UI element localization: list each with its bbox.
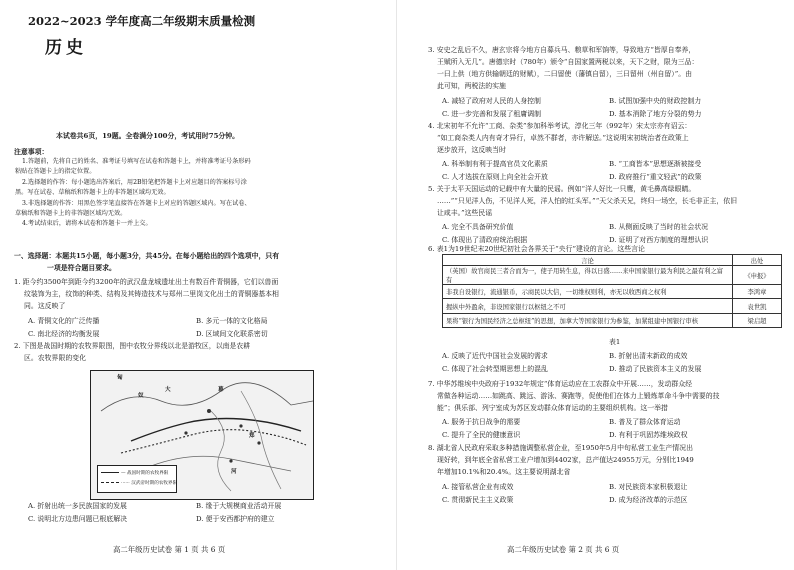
table-header-row [443, 255, 782, 266]
table-caption: 表1 [609, 338, 621, 346]
question-3-text: 一曰上供（地方供输朝廷的财赋），二曰留使（藩镇自留），三曰留州（州自留）”。由 [437, 70, 693, 78]
table-row [443, 299, 782, 313]
question-1-text: 同。这反映了 [24, 302, 66, 310]
page-2 [397, 0, 794, 570]
note-line: 黑。写在试卷、草稿纸和答题卡上的非答题区域均无效。 [15, 189, 170, 196]
question-3-option-d: D. 基本消除了地方分裂的势力 [609, 110, 702, 118]
question-6-option-a: A. 反映了近代中国社会发展的需求 [442, 352, 548, 360]
table-row [443, 313, 782, 327]
page-footer: 高二年级历史试卷 第 2 页 共 6 页 [507, 545, 620, 554]
question-5-option-a: A. 完全不具备研究价值 [442, 223, 514, 231]
question-7-option-a: A. 服务于抗日战争的需要 [442, 418, 521, 426]
question-4-option-b: B. “工商皆本”思想逐渐被接受 [609, 160, 702, 168]
table-cell-source: 《申报》 [733, 266, 782, 285]
question-1-option-b: B. 多元一体的文化格局 [196, 317, 268, 325]
question-5-text: 5. 关于太平天国运动的记载中有大量的民谣。例如“洋人好比一只鹰，黄毛鼻高绿眼睛。 [428, 185, 696, 193]
question-5-option-b: B. 从侧面反映了当时的社会状况 [609, 223, 709, 231]
question-6-option-c: C. 体现了社会转型期思想上的混乱 [442, 365, 548, 373]
map-label: 大 [165, 387, 171, 393]
legend-item-warring-states [101, 470, 168, 476]
question-2-text: 区。农牧界限的变化 [24, 354, 87, 362]
question-8-option-d: D. 成为经济改革的示范区 [609, 496, 688, 504]
question-8-option-a: A. 接管私营企业有成效 [442, 483, 514, 491]
question-7-text: 7. 中华苏维埃中央政府于1932年规定“体育运动应在工农群众中开展……，发动群众经 [428, 380, 693, 388]
question-4-text: 逐步放开，这反映当时 [437, 146, 506, 154]
question-1-text: 纹装饰为主，纹饰的种类、结构及其铸造技术与郑州二里岗文化出土的青铜器基本相 [24, 290, 279, 298]
question-8-text: 年增加10.1%和20.4%。这主要说明湖北省 [437, 468, 571, 476]
map-label: 匈 [117, 375, 123, 381]
section-heading: 一、选择题：本题共15小题，每小题3分，共45分。在每小题给出的四个选项中，只有 [14, 252, 280, 260]
note-line: 2.选择题的作答：每小题选出答案后，用2B铅笔把答题卡上对应题目的答案标号涂 [22, 179, 247, 186]
note-line: 3.非选择题的作答：用黑色签字笔直接答在答题卡上对应的答题区域内。写在试卷、 [22, 200, 251, 207]
question-4-text: 4. 北宋初年不允许“工商、杂类”参加科举考试，淳化三年（992年）宋太宗亦有诏云： [428, 122, 692, 130]
question-8-text: 现好转，到年底全省私营工业户增加到4402家，总产值达24955万元，分别比1949 [437, 456, 694, 464]
speech-table [442, 254, 782, 328]
question-7-option-b: B. 普及了群众体育运动 [609, 418, 681, 426]
table-cell-speech: 握纵中外盈余，非设国家银行以枢纽之不可 [443, 299, 733, 313]
question-8-option-b: B. 对民族资本家积极退让 [609, 483, 688, 491]
question-3-option-c: C. 进一步完善和发展了租庸调制 [442, 110, 541, 118]
table-row [443, 285, 782, 299]
section-heading-cont: 一项是符合题目要求。 [47, 264, 116, 272]
solid-line-icon [101, 472, 119, 473]
question-7-option-c: C. 提升了全民的健康意识 [442, 431, 521, 439]
question-7-text: 能”；俱乐部、列宁室成为苏区发动群众体育运动的主要组织机构。这一举措 [437, 404, 668, 412]
table-row [443, 266, 782, 285]
legend-label: — 战国时期的农牧界限 [121, 471, 169, 476]
page-footer: 高二年级历史试卷 第 1 页 共 6 页 [113, 545, 226, 554]
question-6-option-b: B. 折射出清末新政的成效 [609, 352, 688, 360]
question-3-text: 3. 安史之乱后不久，唐玄宗将今地方自募兵马、粮草和军饷等，导致地方“皆厚自奉养， [428, 46, 696, 54]
table-header-cell: 出处 [733, 255, 782, 266]
note-line: 粘贴在答题卡上的指定位置。 [15, 168, 96, 175]
map-label: 幕 [218, 387, 224, 393]
subject-title: 历史 [45, 38, 87, 58]
table-cell-source: 袁世凯 [733, 299, 782, 313]
question-4-option-c: C. 人才选拔在原则上向全社会开放 [442, 173, 548, 181]
question-5-option-c: C. 体现出了清政府统治根据 [442, 236, 528, 244]
question-6-text: 6. 表1为19世纪末20世纪初社会各界关于“央行”建设的言论。这些言论 [428, 245, 645, 253]
dashed-line-icon [101, 482, 119, 483]
table-header-cell: 言论 [443, 255, 733, 266]
question-1-option-d: D. 区域间文化联系密切 [196, 330, 268, 338]
note-line: 4.考试结束后，请将本试卷和答题卡一并上交。 [22, 220, 152, 227]
question-3-option-b: B. 试图加强中央的财政控制力 [609, 97, 702, 105]
legend-label: ······ 汉武帝时期的农牧界限 [121, 481, 178, 486]
map-label: 奴 [138, 393, 144, 399]
question-8-option-c: C. 贯彻新民主主义政策 [442, 496, 514, 504]
question-7-text: 常做各种运动……如跳高、跳远、游泳、赛跑等，促使他们在体力上锻炼革命斗争中需要的技 [437, 392, 720, 400]
legend-item-han-wudi [101, 480, 177, 486]
note-line: 1.答题前，先将自己的姓名、准考证号填写在试卷和答题卡上，并将准考证号条形码 [22, 158, 251, 165]
question-2-text: 2. 下图是战国时期的农牧界限图，图中农牧分界线以北是游牧区，以南是农耕 [14, 342, 251, 350]
question-8-text: 8. 湖北省人民政府采取多种措施调整私营企业，至1950年5月中旬私营工业生产情况出 [428, 444, 693, 452]
exam-info: 本试卷共6页，19题。全卷满分100分，考试用时75分钟。 [56, 132, 240, 140]
exam-title: 2022~2023 学年度高二年级期末质量检测 [28, 14, 256, 28]
table-cell-speech: 果将“银行为国民经济之总枢纽”的思想，加拿大等国家银行为参鉴，加紧组建中国银行审核 [443, 313, 733, 327]
table-cell-source: 梁启超 [733, 313, 782, 327]
question-7-option-d: D. 有利于巩固苏维埃政权 [609, 431, 688, 439]
map-label: 郑 [249, 433, 255, 439]
question-3-option-a: A. 减轻了政府对人民的人身控制 [442, 97, 541, 105]
question-5-option-d: D. 证明了对西方制度的理想认识 [609, 236, 709, 244]
map-legend [97, 465, 177, 493]
question-5-text: 让咸丰。”这些民谣 [437, 209, 493, 217]
question-2-option-b: B. 缘于大规模商业活动开展 [196, 502, 282, 510]
question-4-option-a: A. 科举制有利于提高官员文化素质 [442, 160, 548, 168]
question-6-option-d: D. 推动了民族资本主义的发展 [609, 365, 702, 373]
question-1-option-c: C. 南北经济的均衡发展 [28, 330, 100, 338]
question-2-option-c: C. 说明北方边患问题已根底解决 [28, 515, 127, 523]
question-5-text: ……”“只见洋人伤，不见洋人死，洋人怕的红头军。”“天父杀天兄，终归一场空，长毛非正主，依旧 [437, 197, 738, 205]
notes-heading: 注意事项： [14, 148, 49, 156]
table-cell-speech: 非我自设银行，流通银币，示商民以大信，一切维权则利，亦无以收西商之权利 [443, 285, 733, 299]
farming-grazing-boundary-map [90, 370, 314, 500]
map-label: 河 [231, 469, 237, 475]
question-2-option-d: D. 便于安西都护府的建立 [196, 515, 275, 523]
question-3-text: 王赋所入无几”。唐德宗时（780年）颁令“自国家置两税以来，天下之财，限为三品： [437, 58, 699, 66]
question-2-option-a: A. 折射出统一多民族国家的发展 [28, 502, 127, 510]
table-cell-source: 李鸿章 [733, 285, 782, 299]
question-3-text: 此可知，两税法的实施 [437, 82, 506, 90]
question-4-option-d: D. 政府推行“重文轻武”的政策 [609, 173, 702, 181]
question-1-option-a: A. 青铜文化的广泛传播 [28, 317, 100, 325]
table-cell-speech: （英国）故官商民三者合而为一，使子用转生息，得以日盛……来申国家银行最为利民之最有利之富有 [443, 266, 733, 285]
question-4-text: “如工商杂类人内有奇才异行，卓然不群者，亦许解送。”这说明宋初统治者在政策上 [437, 134, 689, 142]
question-1-text: 1. 距今约3500年到距今约3200年的武汉盘龙城遗址出土有数百件青铜器，它们以兽面 [14, 278, 279, 286]
note-line: 草稿纸和答题卡上的非答题区域均无效。 [15, 210, 127, 217]
